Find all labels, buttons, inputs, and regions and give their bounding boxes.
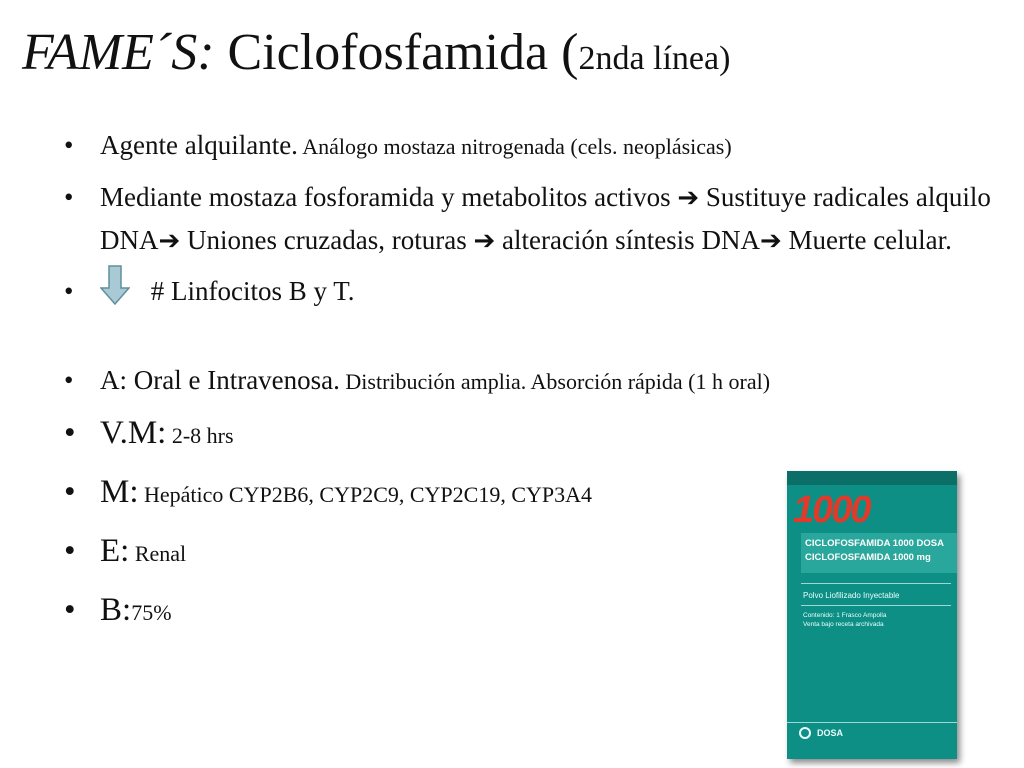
bullet-detail: Distribución amplia. Absorción rápida (1 h oral) [339,368,771,394]
bullet-text: alteración síntesis DNA [495,225,760,255]
bullet-text: Muerte celular. [781,225,952,255]
bullet-label: M: [100,473,139,510]
bullet-dot: • [64,130,74,160]
box-name-panel [801,533,957,573]
box-maker: DOSA [817,728,844,738]
bullet-value: 2-8 hrs [166,422,234,448]
box-name-line: CICLOFOSFAMIDA 1000 mg [805,552,931,563]
bullet-dot: • [64,276,74,306]
bullet-dot: • [64,591,76,628]
bullet-dot: • [64,473,76,510]
bullet-text: A: Oral e Intravenosa. [100,364,340,395]
bullet-value: 75% [131,599,172,625]
box-name-line: CICLOFOSFAMIDA 1000 DOSA [805,538,945,549]
down-arrow-icon [100,265,130,317]
maker-logo-icon [799,727,811,739]
bullet-text: Sustituye radicales alquilo DNA [100,182,991,255]
box-contents-line: Contenido: 1 Frasco Ampolla [803,612,887,619]
box-bottom-band [787,722,957,745]
divider [801,583,951,584]
slide-title [22,18,730,94]
bullet-dot: • [64,182,74,212]
bullet-detail: Análogo mostaza nitrogenada (cels. neoplásicas) [297,134,732,159]
box-brand: 1000 [793,489,870,531]
bullet-action [62,176,992,262]
bullet-value: Renal [129,540,187,566]
divider [801,605,951,606]
bullet-label: V.M: [100,414,167,451]
right-arrow-icon: ➔ [158,226,181,256]
spacer [62,325,992,359]
bullet-label: E: [100,532,130,569]
bullet-text: Agente alquilante. [100,130,298,160]
box-top-band [787,471,957,485]
bullet-text: # Linfocitos B y T. [150,276,355,306]
title-line: 2nda línea) [578,40,731,77]
bullet-half-life [62,411,992,458]
right-arrow-icon: ➔ [473,226,496,256]
bullet-lymphocytes [62,270,992,317]
box-contents-line: Venta bajo receta archivada [803,621,884,628]
title-acronym: FAME´S: [22,24,215,81]
box-contents [803,611,886,629]
bullet-absorption [62,359,992,403]
right-arrow-icon: ➔ [759,226,782,256]
product-box-image [787,471,957,759]
right-arrow-icon: ➔ [677,183,700,213]
bullet-dot: • [64,414,76,451]
bullet-dot: • [64,532,76,569]
bullet-mechanism [62,124,992,168]
bullet-label: B: [100,591,132,628]
bullet-text: Uniones cruzadas, roturas [180,225,474,255]
bullet-dot: • [64,364,74,395]
title-drug: Ciclofosfamida ( [214,24,579,81]
bullet-value: Hepático CYP2B6, CYP2C9, CYP2C19, CYP3A4 [138,481,593,507]
bullet-text: Mediante mostaza fosforamida y metabolitos activos [100,182,678,212]
box-form: Polvo Liofilizado Inyectable [803,591,900,600]
